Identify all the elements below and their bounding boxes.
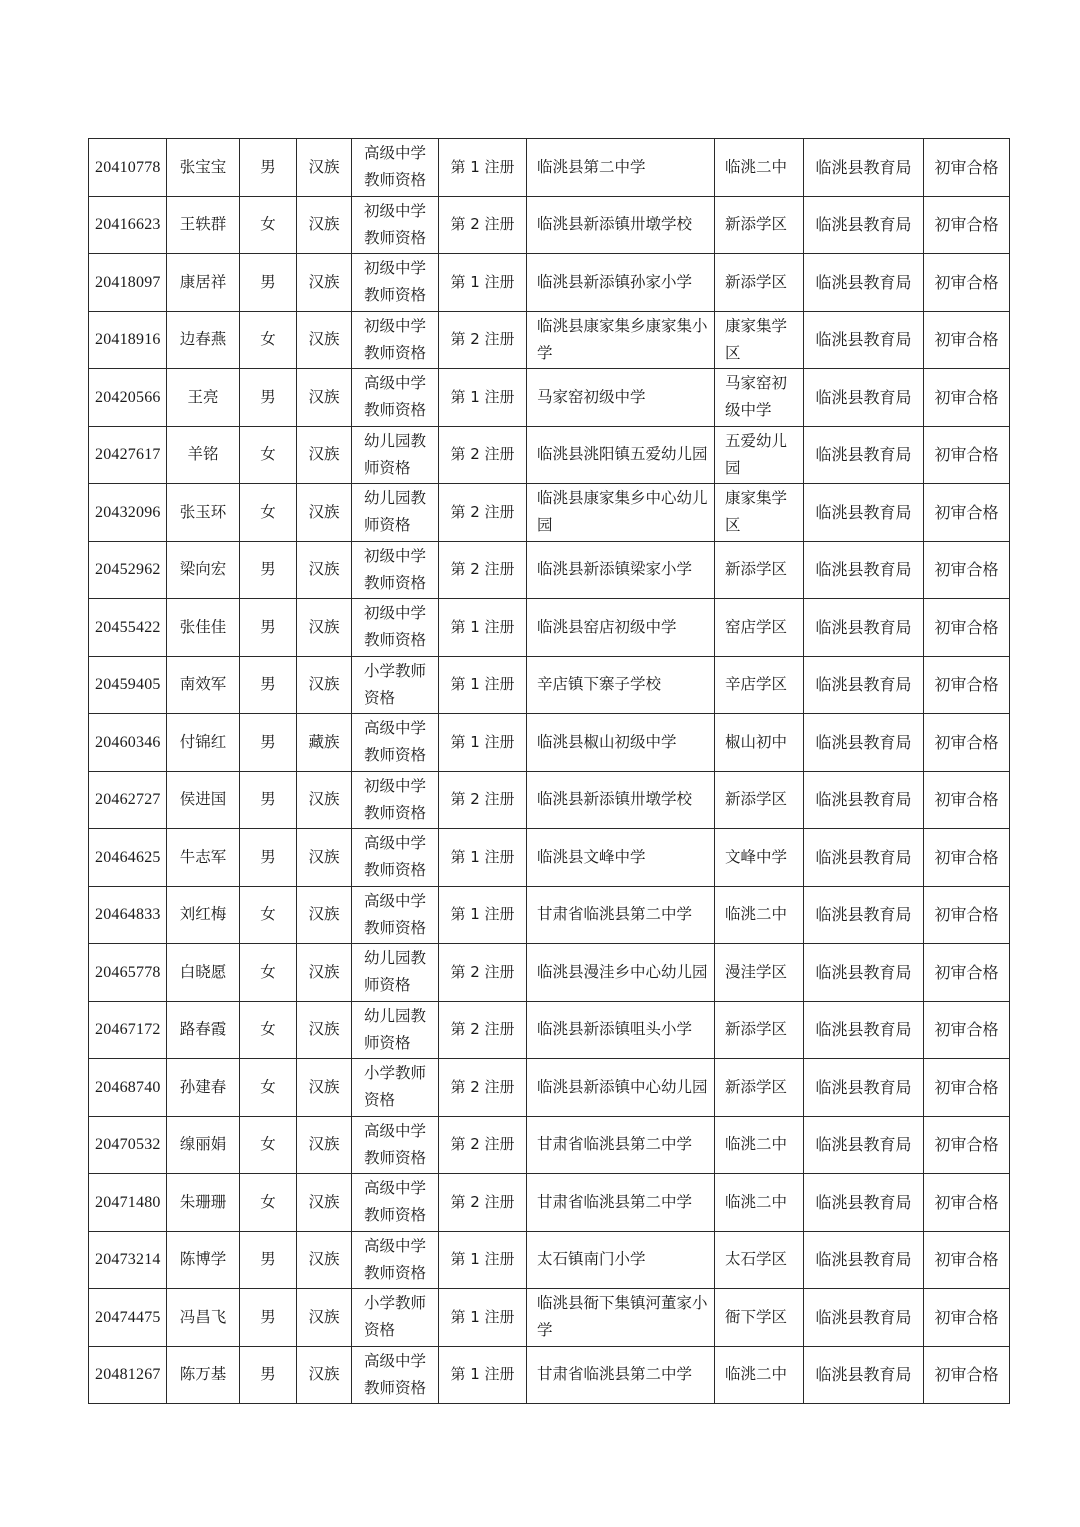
teacher-name-cell: 南效军 <box>167 656 240 714</box>
authority-cell: 临洮县教育局 <box>804 1231 924 1289</box>
ethnicity-cell: 汉族 <box>297 886 352 944</box>
authority-cell: 临洮县教育局 <box>804 254 924 312</box>
unit-cell: 新添学区 <box>715 771 804 829</box>
registration-id-cell: 20474475 <box>89 1289 167 1347</box>
school-cell: 临洮县文峰中学 <box>527 829 715 887</box>
qualification-cell: 初级中学教师资格 <box>352 599 439 657</box>
table-row <box>89 541 1010 599</box>
table-row <box>89 714 1010 772</box>
authority-cell: 临洮县教育局 <box>804 1174 924 1232</box>
authority-cell: 临洮县教育局 <box>804 886 924 944</box>
authority-cell: 临洮县教育局 <box>804 1059 924 1117</box>
gender-cell: 女 <box>240 944 297 1002</box>
table-row <box>89 369 1010 427</box>
teacher-name-cell: 张佳佳 <box>167 599 240 657</box>
school-cell: 临洮县窑店初级中学 <box>527 599 715 657</box>
registration-id-cell: 20462727 <box>89 771 167 829</box>
authority-cell: 临洮县教育局 <box>804 714 924 772</box>
school-cell: 甘肃省临洮县第二中学 <box>527 1346 715 1404</box>
authority-cell: 临洮县教育局 <box>804 369 924 427</box>
ethnicity-cell: 汉族 <box>297 1231 352 1289</box>
qualification-cell: 高级中学教师资格 <box>352 886 439 944</box>
ethnicity-cell: 汉族 <box>297 1116 352 1174</box>
registration-round-cell: 第 2 注册 <box>439 771 527 829</box>
registration-round-cell: 第 1 注册 <box>439 139 527 197</box>
review-result-cell: 初审合格 <box>924 254 1010 312</box>
qualification-cell: 幼儿园教师资格 <box>352 1001 439 1059</box>
school-cell: 临洮县新添镇咀头小学 <box>527 1001 715 1059</box>
teacher-name-cell: 陈万基 <box>167 1346 240 1404</box>
ethnicity-cell: 汉族 <box>297 1174 352 1232</box>
registration-round-cell: 第 1 注册 <box>439 369 527 427</box>
qualification-cell: 初级中学教师资格 <box>352 311 439 369</box>
teacher-name-cell: 王亮 <box>167 369 240 427</box>
review-result-cell: 初审合格 <box>924 426 1010 484</box>
registration-round-cell: 第 1 注册 <box>439 599 527 657</box>
registration-id-cell: 20464833 <box>89 886 167 944</box>
authority-cell: 临洮县教育局 <box>804 541 924 599</box>
gender-cell: 男 <box>240 1231 297 1289</box>
gender-cell: 男 <box>240 599 297 657</box>
unit-cell: 新添学区 <box>715 196 804 254</box>
review-result-cell: 初审合格 <box>924 944 1010 1002</box>
registration-id-cell: 20460346 <box>89 714 167 772</box>
ethnicity-cell: 汉族 <box>297 829 352 887</box>
registration-round-cell: 第 2 注册 <box>439 1174 527 1232</box>
table-row <box>89 254 1010 312</box>
authority-cell: 临洮县教育局 <box>804 426 924 484</box>
table-row <box>89 196 1010 254</box>
registration-id-cell: 20432096 <box>89 484 167 542</box>
review-result-cell: 初审合格 <box>924 369 1010 427</box>
teacher-name-cell: 陈博学 <box>167 1231 240 1289</box>
table-row <box>89 829 1010 887</box>
unit-cell: 临洮二中 <box>715 139 804 197</box>
table-row <box>89 1346 1010 1404</box>
authority-cell: 临洮县教育局 <box>804 196 924 254</box>
school-cell: 临洮县新添镇孙家小学 <box>527 254 715 312</box>
registration-id-cell: 20468740 <box>89 1059 167 1117</box>
gender-cell: 女 <box>240 1116 297 1174</box>
review-result-cell: 初审合格 <box>924 1059 1010 1117</box>
registration-round-cell: 第 2 注册 <box>439 541 527 599</box>
school-cell: 临洮县第二中学 <box>527 139 715 197</box>
review-result-cell: 初审合格 <box>924 541 1010 599</box>
table-row <box>89 484 1010 542</box>
authority-cell: 临洮县教育局 <box>804 829 924 887</box>
table-row <box>89 771 1010 829</box>
teacher-name-cell: 张宝宝 <box>167 139 240 197</box>
registration-round-cell: 第 2 注册 <box>439 484 527 542</box>
qualification-cell: 小学教师资格 <box>352 656 439 714</box>
gender-cell: 男 <box>240 829 297 887</box>
registration-id-cell: 20418916 <box>89 311 167 369</box>
unit-cell: 临洮二中 <box>715 886 804 944</box>
teacher-name-cell: 梁向宏 <box>167 541 240 599</box>
unit-cell: 新添学区 <box>715 1001 804 1059</box>
gender-cell: 男 <box>240 771 297 829</box>
ethnicity-cell: 汉族 <box>297 254 352 312</box>
registration-round-cell: 第 1 注册 <box>439 714 527 772</box>
teacher-name-cell: 羊铭 <box>167 426 240 484</box>
unit-cell: 新添学区 <box>715 254 804 312</box>
gender-cell: 男 <box>240 254 297 312</box>
school-cell: 太石镇南门小学 <box>527 1231 715 1289</box>
unit-cell: 临洮二中 <box>715 1346 804 1404</box>
teacher-name-cell: 朱珊珊 <box>167 1174 240 1232</box>
registration-id-cell: 20470532 <box>89 1116 167 1174</box>
review-result-cell: 初审合格 <box>924 1289 1010 1347</box>
teacher-name-cell: 孙建春 <box>167 1059 240 1117</box>
qualification-cell: 幼儿园教师资格 <box>352 484 439 542</box>
school-cell: 甘肃省临洮县第二中学 <box>527 1116 715 1174</box>
review-result-cell: 初审合格 <box>924 1174 1010 1232</box>
gender-cell: 女 <box>240 196 297 254</box>
qualification-cell: 幼儿园教师资格 <box>352 426 439 484</box>
registration-round-cell: 第 1 注册 <box>439 254 527 312</box>
table-row <box>89 944 1010 1002</box>
school-cell: 辛店镇下寨子学校 <box>527 656 715 714</box>
teacher-name-cell: 白晓愿 <box>167 944 240 1002</box>
authority-cell: 临洮县教育局 <box>804 656 924 714</box>
school-cell: 甘肃省临洮县第二中学 <box>527 1174 715 1232</box>
teacher-name-cell: 侯进国 <box>167 771 240 829</box>
authority-cell: 临洮县教育局 <box>804 771 924 829</box>
registration-id-cell: 20459405 <box>89 656 167 714</box>
registration-id-cell: 20427617 <box>89 426 167 484</box>
registration-id-cell: 20418097 <box>89 254 167 312</box>
gender-cell: 女 <box>240 484 297 542</box>
review-result-cell: 初审合格 <box>924 829 1010 887</box>
teacher-name-cell: 牛志军 <box>167 829 240 887</box>
table-row <box>89 426 1010 484</box>
ethnicity-cell: 汉族 <box>297 944 352 1002</box>
qualification-cell: 高级中学教师资格 <box>352 1116 439 1174</box>
ethnicity-cell: 汉族 <box>297 1001 352 1059</box>
teacher-name-cell: 刘红梅 <box>167 886 240 944</box>
registration-id-cell: 20455422 <box>89 599 167 657</box>
qualification-cell: 高级中学教师资格 <box>352 714 439 772</box>
review-result-cell: 初审合格 <box>924 1116 1010 1174</box>
table-row <box>89 1289 1010 1347</box>
school-cell: 临洮县漫洼乡中心幼儿园 <box>527 944 715 1002</box>
ethnicity-cell: 汉族 <box>297 369 352 427</box>
gender-cell: 男 <box>240 541 297 599</box>
registration-id-cell: 20473214 <box>89 1231 167 1289</box>
review-result-cell: 初审合格 <box>924 139 1010 197</box>
unit-cell: 窑店学区 <box>715 599 804 657</box>
ethnicity-cell: 汉族 <box>297 599 352 657</box>
school-cell: 马家窑初级中学 <box>527 369 715 427</box>
gender-cell: 女 <box>240 1059 297 1117</box>
authority-cell: 临洮县教育局 <box>804 1001 924 1059</box>
table-row <box>89 886 1010 944</box>
review-result-cell: 初审合格 <box>924 714 1010 772</box>
qualification-cell: 初级中学教师资格 <box>352 254 439 312</box>
review-result-cell: 初审合格 <box>924 656 1010 714</box>
ethnicity-cell: 汉族 <box>297 196 352 254</box>
gender-cell: 男 <box>240 1346 297 1404</box>
registration-id-cell: 20481267 <box>89 1346 167 1404</box>
school-cell: 甘肃省临洮县第二中学 <box>527 886 715 944</box>
school-cell: 临洮县新添镇卅墩学校 <box>527 196 715 254</box>
gender-cell: 男 <box>240 656 297 714</box>
unit-cell: 辛店学区 <box>715 656 804 714</box>
review-result-cell: 初审合格 <box>924 484 1010 542</box>
unit-cell: 太石学区 <box>715 1231 804 1289</box>
authority-cell: 临洮县教育局 <box>804 599 924 657</box>
qualification-cell: 高级中学教师资格 <box>352 1231 439 1289</box>
unit-cell: 椒山初中 <box>715 714 804 772</box>
ethnicity-cell: 汉族 <box>297 541 352 599</box>
unit-cell: 临洮二中 <box>715 1116 804 1174</box>
ethnicity-cell: 汉族 <box>297 426 352 484</box>
school-cell: 临洮县康家集乡中心幼儿园 <box>527 484 715 542</box>
authority-cell: 临洮县教育局 <box>804 139 924 197</box>
table-row <box>89 1174 1010 1232</box>
gender-cell: 女 <box>240 1001 297 1059</box>
table-row <box>89 1059 1010 1117</box>
unit-cell: 漫洼学区 <box>715 944 804 1002</box>
authority-cell: 临洮县教育局 <box>804 944 924 1002</box>
registration-round-cell: 第 2 注册 <box>439 1116 527 1174</box>
registration-id-cell: 20452962 <box>89 541 167 599</box>
school-cell: 临洮县衙下集镇河董家小学 <box>527 1289 715 1347</box>
review-result-cell: 初审合格 <box>924 1001 1010 1059</box>
school-cell: 临洮县新添镇卅墩学校 <box>527 771 715 829</box>
registration-round-cell: 第 1 注册 <box>439 656 527 714</box>
teacher-name-cell: 王轶群 <box>167 196 240 254</box>
qualification-cell: 初级中学教师资格 <box>352 541 439 599</box>
teacher-name-cell: 康居祥 <box>167 254 240 312</box>
review-result-cell: 初审合格 <box>924 599 1010 657</box>
review-result-cell: 初审合格 <box>924 1231 1010 1289</box>
teacher-name-cell: 缐丽娟 <box>167 1116 240 1174</box>
authority-cell: 临洮县教育局 <box>804 1346 924 1404</box>
ethnicity-cell: 汉族 <box>297 139 352 197</box>
qualification-cell: 小学教师资格 <box>352 1059 439 1117</box>
teacher-name-cell: 张玉环 <box>167 484 240 542</box>
registration-id-cell: 20410778 <box>89 139 167 197</box>
registration-id-cell: 20416623 <box>89 196 167 254</box>
ethnicity-cell: 汉族 <box>297 484 352 542</box>
registration-id-cell: 20471480 <box>89 1174 167 1232</box>
gender-cell: 女 <box>240 311 297 369</box>
registration-round-cell: 第 1 注册 <box>439 1289 527 1347</box>
registration-round-cell: 第 2 注册 <box>439 196 527 254</box>
review-result-cell: 初审合格 <box>924 1346 1010 1404</box>
ethnicity-cell: 汉族 <box>297 656 352 714</box>
registration-round-cell: 第 2 注册 <box>439 944 527 1002</box>
unit-cell: 新添学区 <box>715 541 804 599</box>
ethnicity-cell: 汉族 <box>297 311 352 369</box>
school-cell: 临洮县洮阳镇五爱幼儿园 <box>527 426 715 484</box>
school-cell: 临洮县康家集乡康家集小学 <box>527 311 715 369</box>
authority-cell: 临洮县教育局 <box>804 1289 924 1347</box>
school-cell: 临洮县椒山初级中学 <box>527 714 715 772</box>
registration-round-cell: 第 2 注册 <box>439 1001 527 1059</box>
qualification-cell: 高级中学教师资格 <box>352 139 439 197</box>
gender-cell: 男 <box>240 369 297 427</box>
ethnicity-cell: 藏族 <box>297 714 352 772</box>
qualification-cell: 初级中学教师资格 <box>352 196 439 254</box>
registration-id-cell: 20420566 <box>89 369 167 427</box>
unit-cell: 文峰中学 <box>715 829 804 887</box>
gender-cell: 女 <box>240 1174 297 1232</box>
registration-round-cell: 第 2 注册 <box>439 1059 527 1117</box>
qualification-cell: 小学教师资格 <box>352 1289 439 1347</box>
qualification-cell: 幼儿园教师资格 <box>352 944 439 1002</box>
registration-round-cell: 第 1 注册 <box>439 1346 527 1404</box>
gender-cell: 女 <box>240 426 297 484</box>
table-row <box>89 656 1010 714</box>
table-body <box>89 139 1010 1404</box>
ethnicity-cell: 汉族 <box>297 1059 352 1117</box>
school-cell: 临洮县新添镇梁家小学 <box>527 541 715 599</box>
gender-cell: 男 <box>240 139 297 197</box>
teacher-registration-table <box>88 138 1010 1404</box>
authority-cell: 临洮县教育局 <box>804 484 924 542</box>
qualification-cell: 高级中学教师资格 <box>352 1346 439 1404</box>
gender-cell: 女 <box>240 886 297 944</box>
registration-round-cell: 第 2 注册 <box>439 426 527 484</box>
table-row <box>89 1001 1010 1059</box>
table-row <box>89 1116 1010 1174</box>
review-result-cell: 初审合格 <box>924 886 1010 944</box>
ethnicity-cell: 汉族 <box>297 1346 352 1404</box>
qualification-cell: 高级中学教师资格 <box>352 829 439 887</box>
unit-cell: 衙下学区 <box>715 1289 804 1347</box>
table-row <box>89 1231 1010 1289</box>
table-row <box>89 139 1010 197</box>
teacher-name-cell: 路春霞 <box>167 1001 240 1059</box>
school-cell: 临洮县新添镇中心幼儿园 <box>527 1059 715 1117</box>
review-result-cell: 初审合格 <box>924 196 1010 254</box>
qualification-cell: 初级中学教师资格 <box>352 771 439 829</box>
unit-cell: 新添学区 <box>715 1059 804 1117</box>
registration-round-cell: 第 1 注册 <box>439 886 527 944</box>
ethnicity-cell: 汉族 <box>297 771 352 829</box>
registration-id-cell: 20465778 <box>89 944 167 1002</box>
unit-cell: 五爱幼儿园 <box>715 426 804 484</box>
unit-cell: 康家集学区 <box>715 484 804 542</box>
registration-round-cell: 第 1 注册 <box>439 829 527 887</box>
qualification-cell: 高级中学教师资格 <box>352 369 439 427</box>
authority-cell: 临洮县教育局 <box>804 311 924 369</box>
unit-cell: 康家集学区 <box>715 311 804 369</box>
review-result-cell: 初审合格 <box>924 311 1010 369</box>
registration-round-cell: 第 2 注册 <box>439 311 527 369</box>
gender-cell: 男 <box>240 714 297 772</box>
unit-cell: 马家窑初级中学 <box>715 369 804 427</box>
table-row <box>89 599 1010 657</box>
registration-id-cell: 20467172 <box>89 1001 167 1059</box>
review-result-cell: 初审合格 <box>924 771 1010 829</box>
authority-cell: 临洮县教育局 <box>804 1116 924 1174</box>
teacher-name-cell: 冯昌飞 <box>167 1289 240 1347</box>
registration-round-cell: 第 1 注册 <box>439 1231 527 1289</box>
unit-cell: 临洮二中 <box>715 1174 804 1232</box>
ethnicity-cell: 汉族 <box>297 1289 352 1347</box>
teacher-name-cell: 边春燕 <box>167 311 240 369</box>
teacher-name-cell: 付锦红 <box>167 714 240 772</box>
gender-cell: 男 <box>240 1289 297 1347</box>
table-row <box>89 311 1010 369</box>
qualification-cell: 高级中学教师资格 <box>352 1174 439 1232</box>
registration-id-cell: 20464625 <box>89 829 167 887</box>
